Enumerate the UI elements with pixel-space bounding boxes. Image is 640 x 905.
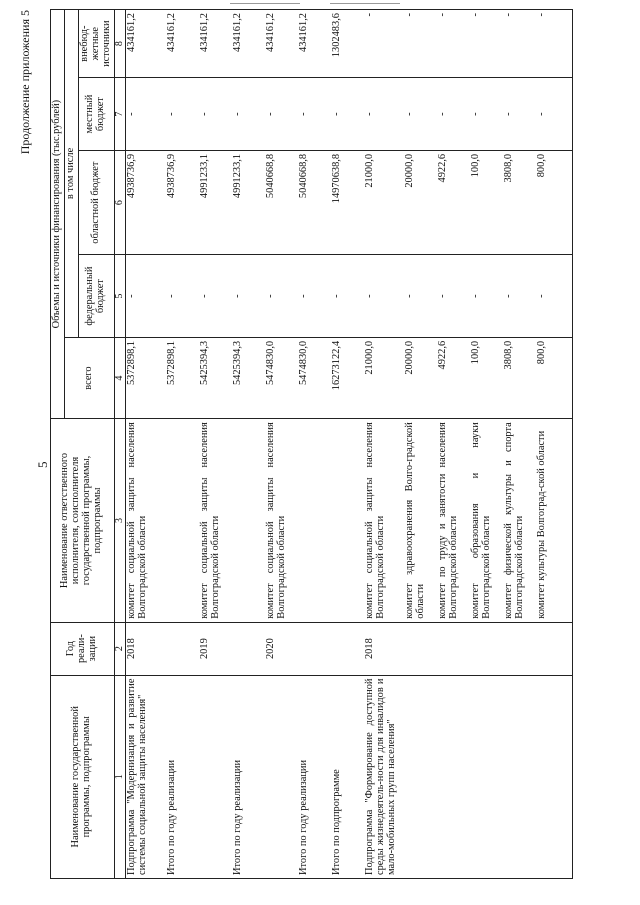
cell-executor: комитет образования и науки Волгоградской области (470, 419, 503, 622)
cell-local: - (536, 78, 573, 151)
table-row (126, 10, 167, 879)
cell-year (470, 622, 503, 675)
cell-extrabudget: 434161,2 (298, 10, 331, 78)
cell-local: - (126, 78, 167, 151)
header-name: Наименование государственной программы, подпрограммы (51, 675, 115, 878)
cell-executor: комитет социальной защиты населения Волгоградской области (126, 419, 167, 622)
cell-year (437, 622, 470, 675)
cell-executor: комитет социальной защиты населения Волгоградской области (364, 419, 404, 622)
header-federal: федеральный бюджет (78, 255, 114, 337)
cell-name: Подпрограмма "Формирование доступной среды жизнедеятель-ности для инвалидов и мало-мобильных групп населения" (364, 675, 404, 878)
cell-executor (166, 419, 199, 622)
cell-name (470, 675, 503, 878)
cell-federal: - (166, 255, 199, 337)
cell-federal: - (199, 255, 232, 337)
column-number: 6 (114, 150, 126, 254)
cell-federal: - (470, 255, 503, 337)
table-row (199, 10, 232, 879)
table-row (503, 10, 536, 879)
table-body (126, 10, 573, 879)
table-row (265, 10, 298, 879)
table-row (437, 10, 470, 879)
cell-local: - (331, 78, 364, 151)
cell-total: 5372898,1 (126, 337, 167, 418)
cell-total: 4922,6 (437, 337, 470, 418)
cell-year (298, 622, 331, 675)
cell-extrabudget: 434161,2 (126, 10, 167, 78)
cell-extrabudget: - (536, 10, 573, 78)
cell-executor (232, 419, 265, 622)
cell-regional: 20000,0 (404, 150, 437, 254)
cell-regional: 21000,0 (364, 150, 404, 254)
cell-federal: - (536, 255, 573, 337)
table-row (166, 10, 199, 879)
header-total: всего (64, 337, 114, 418)
cell-federal: - (437, 255, 470, 337)
cell-year (536, 622, 573, 675)
cell-extrabudget: - (364, 10, 404, 78)
cell-extrabudget: - (503, 10, 536, 78)
cell-federal: - (404, 255, 437, 337)
cell-total: 3808,0 (503, 337, 536, 418)
cell-total: 20000,0 (404, 337, 437, 418)
cell-name (503, 675, 536, 878)
cell-name (199, 675, 232, 878)
cell-name: Подпрограмма "Модернизация и развитие системы социальной защиты населения" (126, 675, 167, 878)
cell-local: - (437, 78, 470, 151)
table-row (232, 10, 265, 879)
cell-local: - (470, 78, 503, 151)
table-row (536, 10, 573, 879)
cell-regional: 4991233,1 (199, 150, 232, 254)
cell-federal: - (232, 255, 265, 337)
cell-year (166, 622, 199, 675)
header-including: в том числе (64, 10, 78, 338)
cell-executor (298, 419, 331, 622)
cell-year (404, 622, 437, 675)
cell-year (331, 622, 364, 675)
cell-name (265, 675, 298, 878)
table-row (470, 10, 503, 879)
cell-total: 100,0 (470, 337, 503, 418)
cell-executor: комитет по труду и занятости населения Волгоградской области (437, 419, 470, 622)
cell-extrabudget: - (404, 10, 437, 78)
cell-extrabudget: 434161,2 (232, 10, 265, 78)
cell-name: Итого по году реализации (298, 675, 331, 878)
cell-executor: комитет культуры Волгоград-ской области (536, 419, 573, 622)
cell-regional: 3808,0 (503, 150, 536, 254)
continuation-note: Продолжение приложения 5 (18, 10, 32, 155)
table-row (331, 10, 364, 879)
cell-local: - (298, 78, 331, 151)
cell-extrabudget: 434161,2 (199, 10, 232, 78)
cell-name: Итого по году реализации (166, 675, 199, 878)
cell-total: 16273122,4 (331, 337, 364, 418)
cell-year (232, 622, 265, 675)
financing-table (50, 9, 573, 879)
cell-local: - (364, 78, 404, 151)
cell-local: - (404, 78, 437, 151)
cell-federal: - (331, 255, 364, 337)
table-row (298, 10, 331, 879)
header-local: местный бюджет (78, 78, 114, 151)
cell-name: Итого по подпрограмме (331, 675, 364, 878)
column-number: 3 (114, 419, 126, 622)
cell-total: 5425394,3 (199, 337, 232, 418)
header-executor: Наименование ответственного исполнителя, соисполнителя государственной программы, подпрограммы (51, 419, 115, 622)
cell-local: - (265, 78, 298, 151)
cell-executor: комитет социальной защиты населения Волгоградской области (265, 419, 298, 622)
cell-local: - (199, 78, 232, 151)
cell-local: - (503, 78, 536, 151)
cell-local: - (166, 78, 199, 151)
header-year: Год реали-зации (51, 622, 115, 675)
cell-executor: комитет здравоохранения Волго-градской области (404, 419, 437, 622)
cell-regional: 5040668,8 (265, 150, 298, 254)
cell-regional: 4938736,9 (166, 150, 199, 254)
cell-extrabudget: 1302483,6 (331, 10, 364, 78)
header-financing: Объемы и источники финансирования (тыс.рублей) (51, 10, 65, 419)
column-number: 8 (114, 10, 126, 78)
header-extrabudget: внебюд-жетные источники (78, 10, 114, 78)
table-row (364, 10, 404, 879)
cell-total: 800,0 (536, 337, 573, 418)
cell-executor: комитет физической культуры и спорта Волгоградской области (503, 419, 536, 622)
cell-year: 2018 (126, 622, 167, 675)
cell-regional: 14970638,8 (331, 150, 364, 254)
cell-regional: 5040668,8 (298, 150, 331, 254)
cell-regional: 100,0 (470, 150, 503, 254)
cell-name: Итого по году реализации (232, 675, 265, 878)
cell-total: 21000,0 (364, 337, 404, 418)
column-number: 4 (114, 337, 126, 418)
cell-federal: - (503, 255, 536, 337)
cell-year: 2018 (364, 622, 404, 675)
cell-regional: 800,0 (536, 150, 573, 254)
cell-regional: 4922,6 (437, 150, 470, 254)
cell-name (437, 675, 470, 878)
page-number: 5 (35, 461, 50, 468)
column-number: 7 (114, 78, 126, 151)
cell-local: - (232, 78, 265, 151)
cell-extrabudget: - (437, 10, 470, 78)
cell-name (404, 675, 437, 878)
cell-federal: - (298, 255, 331, 337)
cell-federal: - (126, 255, 167, 337)
cell-regional: 4938736,9 (126, 150, 167, 254)
cell-total: 5474830,0 (298, 337, 331, 418)
cell-executor (331, 419, 364, 622)
header-regional: областной бюджет (78, 150, 114, 254)
cell-total: 5372898,1 (166, 337, 199, 418)
cell-extrabudget: 434161,2 (166, 10, 199, 78)
cell-name (536, 675, 573, 878)
cell-extrabudget: - (470, 10, 503, 78)
cell-federal: - (364, 255, 404, 337)
column-number: 5 (114, 255, 126, 337)
cell-total: 5474830,0 (265, 337, 298, 418)
cell-year: 2020 (265, 622, 298, 675)
column-number: 1 (114, 675, 126, 878)
cell-year: 2019 (199, 622, 232, 675)
cell-executor: комитет социальной защиты населения Волгоградской области (199, 419, 232, 622)
table-row (404, 10, 437, 879)
cell-regional: 4991233,1 (232, 150, 265, 254)
column-number: 2 (114, 622, 126, 675)
cell-year (503, 622, 536, 675)
cell-federal: - (265, 255, 298, 337)
cell-total: 5425394,3 (232, 337, 265, 418)
cell-extrabudget: 434161,2 (265, 10, 298, 78)
